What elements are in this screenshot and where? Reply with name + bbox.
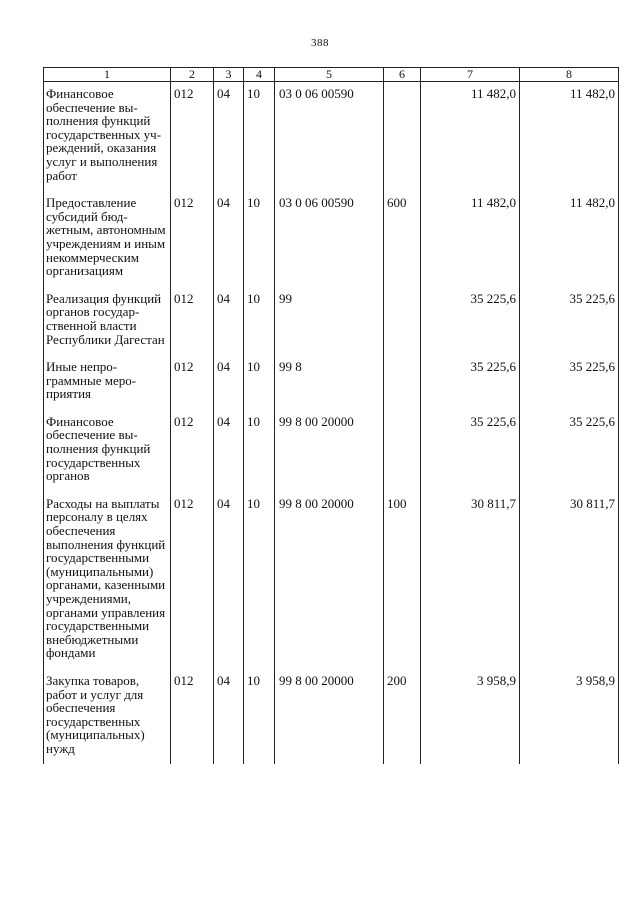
row-col-5: 99 8 00 20000 <box>275 483 384 660</box>
row-col-2: 012 <box>171 483 214 660</box>
row-col-8: 11 482,0 <box>520 82 619 183</box>
row-name: Расходы на выплаты персоналу в целях обеспечения выполнения функций государственными (муниципальными) органами, казенными учреждениями, органами управления государственными внебюджетными фондами <box>44 483 171 660</box>
table-row <box>44 660 619 764</box>
row-col-3: 04 <box>214 483 244 660</box>
row-col-4: 10 <box>244 660 275 764</box>
row-col-7: 11 482,0 <box>421 182 520 278</box>
row-col-7: 3 958,9 <box>421 660 520 764</box>
header-col-3: 3 <box>214 68 244 82</box>
row-col-8: 3 958,9 <box>520 660 619 764</box>
row-col-6: 600 <box>384 182 421 278</box>
row-col-7: 35 225,6 <box>421 278 520 346</box>
row-col-3: 04 <box>214 401 244 483</box>
row-col-8: 11 482,0 <box>520 182 619 278</box>
row-col-4: 10 <box>244 401 275 483</box>
table-row <box>44 278 619 346</box>
header-col-8: 8 <box>520 68 619 82</box>
row-col-3: 04 <box>214 278 244 346</box>
row-col-8: 30 811,7 <box>520 483 619 660</box>
row-col-2: 012 <box>171 660 214 764</box>
table-row <box>44 346 619 401</box>
row-col-7: 11 482,0 <box>421 82 520 183</box>
row-name: Реализация функций органов государственной власти Республики Дагестан <box>44 278 171 346</box>
row-col-4: 10 <box>244 483 275 660</box>
table-body <box>44 82 619 764</box>
row-col-6 <box>384 278 421 346</box>
page-number: 388 <box>311 37 329 49</box>
row-col-2: 012 <box>171 346 214 401</box>
header-col-6: 6 <box>384 68 421 82</box>
row-col-5: 99 8 00 20000 <box>275 401 384 483</box>
table-row <box>44 82 619 183</box>
row-col-8: 35 225,6 <box>520 278 619 346</box>
row-col-2: 012 <box>171 401 214 483</box>
row-col-3: 04 <box>214 346 244 401</box>
row-col-5: 99 <box>275 278 384 346</box>
row-col-3: 04 <box>214 82 244 183</box>
row-col-4: 10 <box>244 346 275 401</box>
row-col-4: 10 <box>244 82 275 183</box>
row-name: Закупка товаров, работ и услуг для обеспечения государственных (муниципальных) нужд <box>44 660 171 764</box>
row-name: Финансовое обеспечение выполнения функций государственных учреждений, оказания услуг и выполнения работ <box>44 82 171 183</box>
row-col-5: 99 8 <box>275 346 384 401</box>
header-col-5: 5 <box>275 68 384 82</box>
row-col-8: 35 225,6 <box>520 346 619 401</box>
row-col-2: 012 <box>171 82 214 183</box>
table-row <box>44 483 619 660</box>
row-col-4: 10 <box>244 182 275 278</box>
row-col-6: 200 <box>384 660 421 764</box>
row-name: Иные непрограммные мероприятия <box>44 346 171 401</box>
row-col-5: 99 8 00 20000 <box>275 660 384 764</box>
table-header <box>44 68 619 82</box>
row-name: Предоставление субсидий бюджетным, автономным учреждениям и иным некоммерческим организациям <box>44 182 171 278</box>
budget-table <box>43 67 619 764</box>
row-col-4: 10 <box>244 278 275 346</box>
row-col-7: 35 225,6 <box>421 401 520 483</box>
row-col-6 <box>384 346 421 401</box>
row-name: Финансовое обеспечение выполнения функций государственных органов <box>44 401 171 483</box>
header-col-4: 4 <box>244 68 275 82</box>
header-row <box>44 68 619 82</box>
table-row <box>44 401 619 483</box>
row-col-5: 03 0 06 00590 <box>275 182 384 278</box>
row-col-6 <box>384 401 421 483</box>
row-col-2: 012 <box>171 278 214 346</box>
row-col-3: 04 <box>214 182 244 278</box>
row-col-6 <box>384 82 421 183</box>
header-col-2: 2 <box>171 68 214 82</box>
table-row <box>44 182 619 278</box>
row-col-3: 04 <box>214 660 244 764</box>
row-col-8: 35 225,6 <box>520 401 619 483</box>
row-col-6: 100 <box>384 483 421 660</box>
row-col-5: 03 0 06 00590 <box>275 82 384 183</box>
header-col-7: 7 <box>421 68 520 82</box>
row-col-7: 30 811,7 <box>421 483 520 660</box>
header-col-1: 1 <box>44 68 171 82</box>
row-col-2: 012 <box>171 182 214 278</box>
row-col-7: 35 225,6 <box>421 346 520 401</box>
